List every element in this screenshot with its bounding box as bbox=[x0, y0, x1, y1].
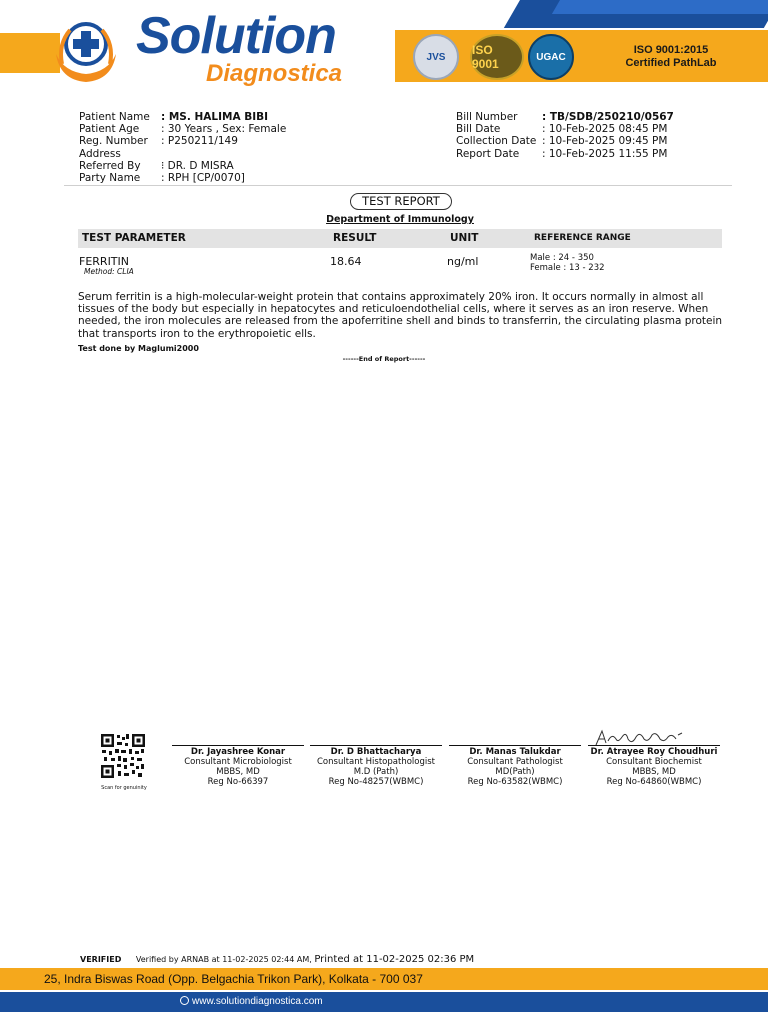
end-of-report: ------End of Report------ bbox=[342, 355, 426, 363]
signatory-degree: MBBS, MD bbox=[216, 767, 260, 777]
reference-male: Male : 24 - 350 bbox=[530, 253, 594, 263]
bill-info bbox=[456, 111, 674, 160]
info-label: Address bbox=[79, 147, 121, 160]
verification-line bbox=[80, 954, 474, 965]
info-label: Reg. Number bbox=[79, 135, 148, 148]
info-row bbox=[79, 123, 286, 135]
bill-date: : 10-Feb-2025 08:45 PM bbox=[542, 123, 668, 136]
brand-logo-icon bbox=[50, 14, 122, 86]
iso-9001-badge: ISO 9001 bbox=[470, 34, 524, 80]
info-row bbox=[79, 135, 286, 147]
info-label: Patient Name bbox=[79, 111, 150, 123]
reference-female: Female : 13 - 232 bbox=[530, 262, 605, 273]
info-row bbox=[456, 148, 674, 160]
signatory-degree: M.D (Path) bbox=[353, 767, 399, 777]
signatory bbox=[449, 745, 581, 787]
signatory-reg: Reg No-66397 bbox=[207, 777, 269, 787]
ugac-badge: UGAC bbox=[528, 34, 574, 80]
patient-name: : MS. HALIMA BIBI bbox=[161, 111, 269, 123]
test-method: Method: CLIA bbox=[84, 267, 134, 276]
signatory-reg: Reg No-64860(WBMC) bbox=[606, 777, 702, 787]
signatory bbox=[172, 745, 304, 787]
info-label: Bill Number bbox=[456, 111, 518, 123]
footer-address: 25, Indra Biswas Road (Opp. Belgachia Trikon Park), Kolkata - 700 037 bbox=[0, 968, 768, 990]
info-row bbox=[79, 111, 286, 123]
iso-certification bbox=[586, 44, 756, 70]
signatory-name: Dr. Atrayee Roy Choudhuri bbox=[590, 747, 718, 757]
info-row bbox=[79, 172, 286, 184]
footer-website[interactable] bbox=[0, 992, 768, 1012]
test-result: 18.64 bbox=[330, 255, 362, 268]
signatory-title: Consultant Microbiologist bbox=[184, 757, 292, 767]
column-result: RESULT bbox=[333, 232, 377, 244]
info-row bbox=[456, 111, 674, 123]
signatory bbox=[588, 745, 720, 787]
info-row bbox=[456, 135, 674, 147]
info-row bbox=[456, 123, 674, 135]
bill-number: : TB/SDB/250210/0567 bbox=[542, 111, 674, 123]
signatory-title: Consultant Biochemist bbox=[606, 757, 702, 767]
globe-icon bbox=[180, 996, 189, 1005]
test-unit: ng/ml bbox=[447, 255, 479, 268]
info-row bbox=[79, 148, 286, 160]
test-parameter: FERRITIN bbox=[79, 255, 129, 268]
results-table-header bbox=[78, 229, 722, 248]
info-label: Collection Date bbox=[456, 135, 537, 148]
divider bbox=[64, 185, 732, 186]
brand-subname: Diagnostica bbox=[206, 60, 343, 87]
verified-tag: VERIFIED bbox=[80, 955, 122, 964]
signatory-name: Dr. Manas Talukdar bbox=[469, 747, 561, 757]
qr-code-icon[interactable] bbox=[100, 733, 146, 779]
info-label: Referred By bbox=[79, 159, 141, 172]
column-test-parameter: TEST PARAMETER bbox=[82, 232, 186, 244]
iso-line-1: ISO 9001:2015 bbox=[633, 44, 709, 56]
info-row bbox=[79, 160, 286, 172]
verified-by: Verified by ARNAB at 11-02-2025 02:44 AM, bbox=[135, 955, 312, 964]
department-heading: Department of Immunology bbox=[326, 214, 474, 225]
reference-range bbox=[530, 254, 605, 273]
collection-date: : 10-Feb-2025 09:45 PM bbox=[542, 135, 668, 148]
column-unit: UNIT bbox=[450, 232, 479, 244]
info-label: Report Date bbox=[456, 147, 520, 160]
signatory-title: Consultant Histopathologist bbox=[317, 757, 435, 767]
party-name: : RPH [CP/0070] bbox=[161, 172, 245, 185]
patient-info bbox=[79, 111, 286, 184]
jvs-badge: JVS bbox=[413, 34, 459, 80]
test-description: Serum ferritin is a high-molecular-weight protein that contains approximately 20% iron. It occurs normally in almost all tissues of the body but especially in hepatocytes and reticuloendothelial cells, where it serves as an iron reserve. When needed, the iron molecules are released from the apoferritine shell and binds to transferrin, the circulating plasma protein that transports iron to the erythropoietic ells. bbox=[78, 291, 723, 340]
info-label: Party Name bbox=[79, 172, 141, 185]
iso-line-2: Certified PathLab bbox=[625, 57, 717, 70]
patient-age: : 30 Years , Sex: Female bbox=[161, 123, 287, 136]
report-date: : 10-Feb-2025 11:55 PM bbox=[542, 147, 668, 160]
info-label: Bill Date bbox=[456, 123, 501, 136]
test-done-by: Test done by Maglumi2000 bbox=[78, 344, 199, 353]
referred-by: ⁝ DR. D MISRA bbox=[161, 159, 234, 172]
report-title: TEST REPORT bbox=[350, 193, 452, 210]
signatory-title: Consultant Pathologist bbox=[467, 757, 563, 767]
qr-caption: Scan for genuinity bbox=[101, 785, 147, 791]
column-reference-range: REFERENCE RANGE bbox=[534, 233, 631, 243]
signatory-degree: MD(Path) bbox=[495, 767, 535, 777]
signatory-degree: MBBS, MD bbox=[632, 767, 676, 777]
signatory-name: Dr. D Bhattacharya bbox=[330, 747, 422, 757]
printed-at: Printed at 11-02-2025 02:36 PM bbox=[314, 954, 475, 965]
reg-number: : P250211/149 bbox=[161, 135, 238, 148]
header-swoosh-light bbox=[552, 0, 768, 14]
info-label: Patient Age bbox=[79, 123, 140, 136]
signatory-reg: Reg No-63582(WBMC) bbox=[467, 777, 563, 787]
signatory bbox=[310, 745, 442, 787]
website-link[interactable]: www.solutiondiagnostica.com bbox=[192, 996, 323, 1007]
signatory-name: Dr. Jayashree Konar bbox=[190, 747, 286, 757]
signatory-reg: Reg No-48257(WBMC) bbox=[328, 777, 424, 787]
brand-name: Solution bbox=[136, 7, 336, 65]
